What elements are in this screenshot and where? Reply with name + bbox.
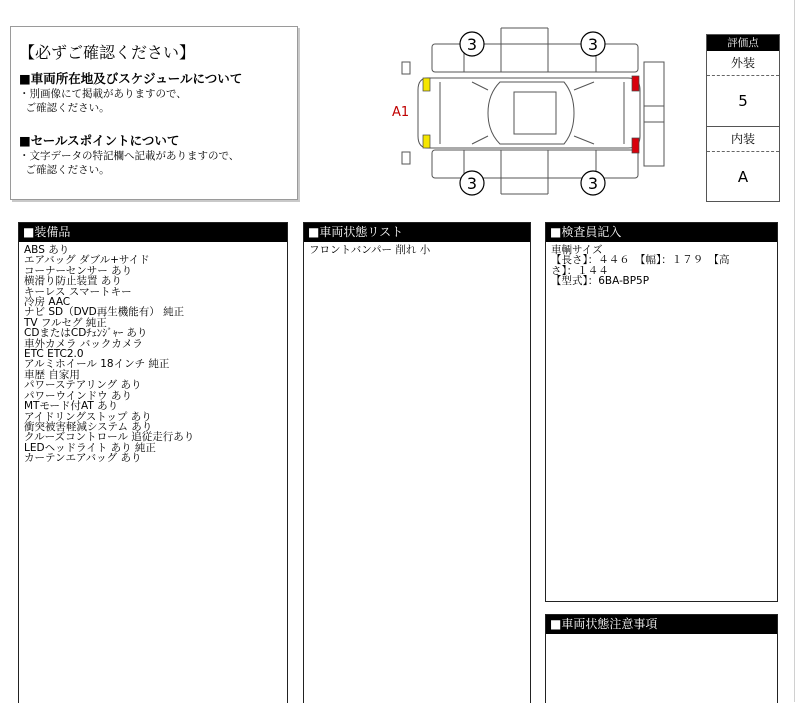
equipment-item: TV フルセグ 純正 — [24, 316, 107, 329]
notice-section-location-text: ・別画像にて掲載がありますので、 ご確認ください。 — [19, 88, 187, 114]
equipment-list — [19, 242, 287, 467]
caution-notes-panel — [545, 614, 778, 703]
equipment-item: パワーウインドウ あり — [24, 389, 133, 402]
grade-mark-front-right: 3 — [466, 174, 478, 193]
inspector-panel — [545, 222, 778, 602]
page-edge-divider — [794, 0, 795, 702]
vehicle-state-item: フロントバンパー 削れ 小 — [309, 244, 431, 256]
equipment-item: カーテンエアバッグ あり — [24, 452, 142, 465]
interior-label: 内装 — [707, 126, 779, 152]
grade-mark-rear-right: 3 — [587, 174, 599, 193]
car-condition-diagram — [388, 22, 674, 200]
notice-section-salespoint-title: ■セールスポイントについて — [19, 133, 180, 148]
equipment-item: 車外カメラ バックカメラ — [24, 337, 143, 350]
vehicle-state-list — [304, 242, 530, 258]
equipment-item: アルミホイール 18インチ 純正 — [24, 358, 170, 371]
equipment-title: ■装備品 — [19, 223, 287, 242]
inspector-title: ■検査員記入 — [546, 223, 777, 242]
equipment-item: MTモード付AT あり — [24, 400, 119, 413]
equipment-item: コーナーセンサー あり — [24, 264, 133, 277]
equipment-item: 衝突被害軽減システム あり — [24, 420, 153, 433]
inspector-line: 【型式】：6BA-BP5P — [551, 275, 650, 288]
inspector-line: さ】：１４４ — [551, 264, 609, 277]
damage-code-label: A1 — [392, 105, 410, 120]
equipment-item: ナビ SD（DVD再生機能有） 純正 — [24, 306, 185, 319]
inspector-line: 【長さ】：４４６ 【幅】：１７９ 【高 — [551, 254, 730, 267]
equipment-item: キーレス スマートキー — [24, 285, 132, 298]
notice-section-salespoint-text: ・文字データの特記欄へ記載がありますので、 ご確認ください。 — [19, 150, 240, 176]
equipment-item: LEDヘッドライト あり 純正 — [24, 441, 156, 454]
interior-score: A — [737, 168, 749, 186]
inspector-notes — [546, 242, 777, 290]
grade-mark-front-left: 3 — [466, 35, 478, 54]
grade-mark-rear-left: 3 — [587, 35, 599, 54]
notice-box — [10, 26, 298, 200]
equipment-item: アイドリングストップ あり — [24, 410, 152, 423]
evaluation-score-box — [706, 34, 780, 202]
equipment-item: クルーズコントロール 追従走行あり — [24, 431, 195, 444]
equipment-item: ETC ETC2.0 — [24, 348, 84, 361]
equipment-item: 冷房 AAC — [24, 296, 71, 309]
equipment-item: ABS あり — [24, 244, 70, 256]
equipment-panel — [18, 222, 288, 703]
equipment-item: パワーステアリング あり — [24, 379, 142, 392]
equipment-item: エアバッグ ダブル+サイド — [24, 254, 150, 267]
vehicle-state-title: ■車両状態リスト — [304, 223, 530, 242]
equipment-item: 横滑り防止装置 あり — [24, 275, 122, 288]
inspector-line: 車輌サイズ — [551, 244, 603, 256]
equipment-item: 車歴 自家用 — [24, 368, 80, 381]
equipment-item: CDまたはCDﾁｪﾝｼﾞｬｰ あり — [24, 327, 148, 340]
vehicle-state-panel — [303, 222, 531, 703]
exterior-label: 外装 — [707, 51, 779, 76]
score-header: 評価点 — [707, 35, 779, 51]
notice-heading: 【必ずご確認ください】 — [19, 43, 196, 62]
exterior-score: 5 — [738, 92, 748, 110]
notice-section-location-title: ■車両所在地及びスケジュールについて — [19, 71, 243, 86]
caution-notes-title: ■車両状態注意事項 — [546, 615, 777, 634]
